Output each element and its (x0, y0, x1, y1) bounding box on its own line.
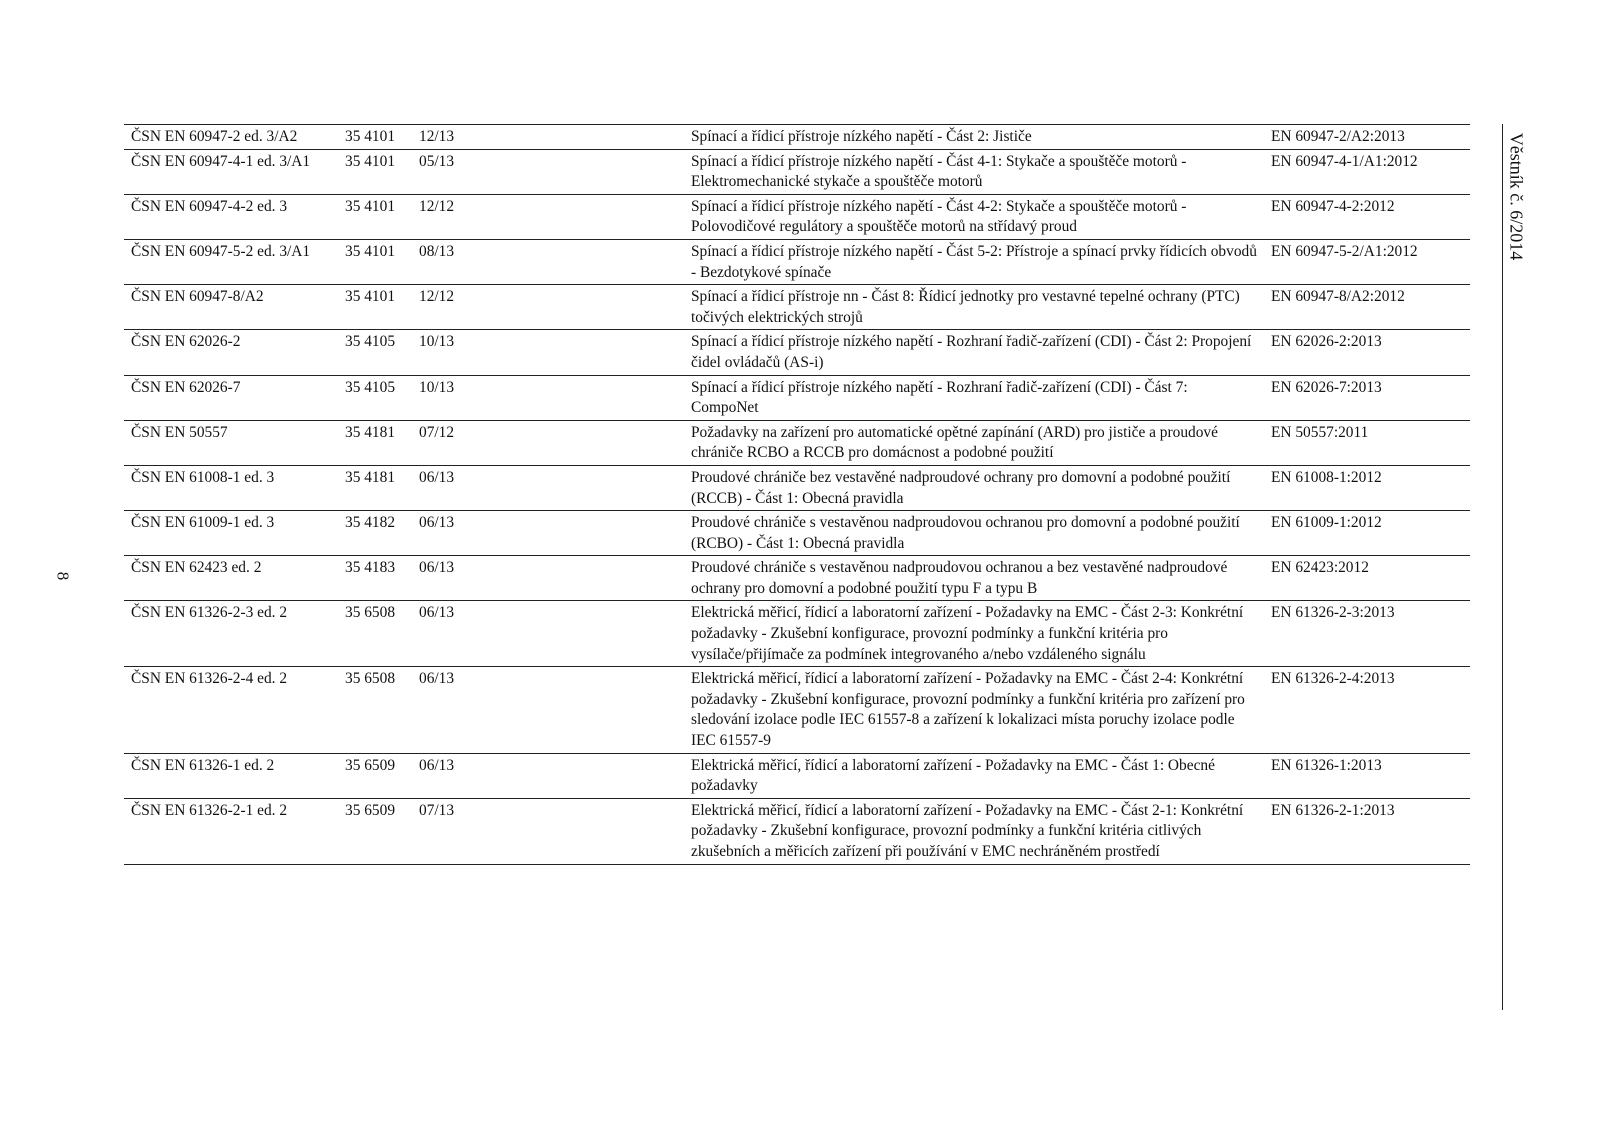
standard-title: Spínací a řídicí přístroje nízkého napětí - Rozhraní řadič-zařízení (CDI) - Část 7: CompoNet (684, 375, 1264, 420)
standard-designation: ČSN EN 60947-4-2 ed. 3 (124, 194, 338, 239)
european-standard-ref: EN 61009-1:2012 (1264, 511, 1470, 556)
classification-mark: 35 4105 (338, 330, 412, 375)
standard-title: Spínací a řídicí přístroje nízkého napětí - Část 2: Jističe (684, 125, 1264, 150)
issue-date: 08/13 (412, 239, 684, 284)
classification-mark: 35 4101 (338, 125, 412, 150)
classification-mark: 35 4101 (338, 194, 412, 239)
classification-mark: 35 6509 (338, 753, 412, 798)
table-row (124, 375, 1470, 420)
european-standard-ref: EN 61326-1:2013 (1264, 753, 1470, 798)
standard-title: Proudové chrániče s vestavěnou nadproudovou ochranou pro domovní a podobné použití (RCBO) - Část 1: Obecná pravidla (684, 511, 1264, 556)
table-row (124, 194, 1470, 239)
page-number: 8 (53, 571, 73, 581)
european-standard-ref: EN 62423:2012 (1264, 556, 1470, 601)
classification-mark: 35 4105 (338, 375, 412, 420)
standard-designation: ČSN EN 61326-2-1 ed. 2 (124, 798, 338, 864)
standard-designation: ČSN EN 61326-2-3 ed. 2 (124, 601, 338, 667)
issue-date: 12/12 (412, 194, 684, 239)
classification-mark: 35 4182 (338, 511, 412, 556)
standard-title: Elektrická měřicí, řídicí a laboratorní zařízení - Požadavky na EMC - Část 1: Obecné požadavky (684, 753, 1264, 798)
standard-designation: ČSN EN 62423 ed. 2 (124, 556, 338, 601)
european-standard-ref: EN 60947-8/A2:2012 (1264, 285, 1470, 330)
standard-title: Elektrická měřicí, řídicí a laboratorní zařízení - Požadavky na EMC - Část 2-1: Konkrétní požadavky - Zkušební konfigurace, provozní podmínky a funkční kritéria citlivých zkušebních a měřicích zařízení při používání v EMC nechráněném prostředí (684, 798, 1264, 864)
european-standard-ref: EN 62026-2:2013 (1264, 330, 1470, 375)
classification-mark: 35 4101 (338, 239, 412, 284)
standard-title: Proudové chrániče s vestavěnou nadproudovou ochranou a bez vestavěné nadproudové ochrany pro domovní a podobné použití typu F a typu B (684, 556, 1264, 601)
european-standard-ref: EN 60947-5-2/A1:2012 (1264, 239, 1470, 284)
standard-title: Elektrická měřicí, řídicí a laboratorní zařízení - Požadavky na EMC - Část 2-4: Konkrétní požadavky - Zkušební konfigurace, provozní podmínky a funkční kritéria pro zařízení pro sledování izolace podle IEC 61557-8 a zařízení k lokalizaci místa poruchy izolace podle IEC 61557-9 (684, 667, 1264, 753)
issue-date: 07/12 (412, 420, 684, 465)
table-row (124, 667, 1470, 753)
table-row (124, 753, 1470, 798)
issue-date: 06/13 (412, 601, 684, 667)
table-row (124, 239, 1470, 284)
table-row (124, 285, 1470, 330)
table-row (124, 125, 1470, 150)
standard-designation: ČSN EN 62026-7 (124, 375, 338, 420)
issue-date: 06/13 (412, 667, 684, 753)
standard-designation: ČSN EN 62026-2 (124, 330, 338, 375)
standards-table (124, 124, 1470, 865)
issue-date: 06/13 (412, 465, 684, 510)
table-row (124, 149, 1470, 194)
standards-table-body (124, 125, 1470, 865)
classification-mark: 35 4101 (338, 285, 412, 330)
standard-title: Spínací a řídicí přístroje nízkého napětí - Část 5-2: Přístroje a spínací prvky řídicích obvodů - Bezdotykové spínače (684, 239, 1264, 284)
classification-mark: 35 6509 (338, 798, 412, 864)
issue-date: 07/13 (412, 798, 684, 864)
classification-mark: 35 4181 (338, 420, 412, 465)
european-standard-ref: EN 61326-2-4:2013 (1264, 667, 1470, 753)
standard-designation: ČSN EN 61008-1 ed. 3 (124, 465, 338, 510)
standard-designation: ČSN EN 50557 (124, 420, 338, 465)
european-standard-ref: EN 62026-7:2013 (1264, 375, 1470, 420)
european-standard-ref: EN 61008-1:2012 (1264, 465, 1470, 510)
european-standard-ref: EN 60947-2/A2:2013 (1264, 125, 1470, 150)
table-row (124, 601, 1470, 667)
standard-designation: ČSN EN 60947-8/A2 (124, 285, 338, 330)
issue-date: 06/13 (412, 511, 684, 556)
issue-date: 06/13 (412, 753, 684, 798)
standard-title: Elektrická měřicí, řídicí a laboratorní zařízení - Požadavky na EMC - Část 2-3: Konkrétní požadavky - Zkušební konfigurace, provozní podmínky a funkční kritéria pro vysílače/přijímače za podmínek integrovaného a/nebo vzdáleného signálu (684, 601, 1264, 667)
standard-title: Proudové chrániče bez vestavěné nadproudové ochrany pro domovní a podobné použití (RCCB) - Část 1: Obecná pravidla (684, 465, 1264, 510)
table-row (124, 511, 1470, 556)
table-row (124, 465, 1470, 510)
european-standard-ref: EN 61326-2-3:2013 (1264, 601, 1470, 667)
journal-header: Věstník č. 6/2014 (1506, 132, 1527, 261)
right-margin-rule (1502, 124, 1503, 1010)
standard-designation: ČSN EN 60947-4-1 ed. 3/A1 (124, 149, 338, 194)
standard-designation: ČSN EN 60947-5-2 ed. 3/A1 (124, 239, 338, 284)
issue-date: 06/13 (412, 556, 684, 601)
standard-designation: ČSN EN 61326-1 ed. 2 (124, 753, 338, 798)
european-standard-ref: EN 60947-4-2:2012 (1264, 194, 1470, 239)
classification-mark: 35 4181 (338, 465, 412, 510)
issue-date: 10/13 (412, 330, 684, 375)
table-row (124, 330, 1470, 375)
standard-title: Spínací a řídicí přístroje nn - Část 8: Řídicí jednotky pro vestavné tepelné ochrany (PTC) točivých elektrických strojů (684, 285, 1264, 330)
standard-designation: ČSN EN 61009-1 ed. 3 (124, 511, 338, 556)
classification-mark: 35 6508 (338, 601, 412, 667)
classification-mark: 35 4183 (338, 556, 412, 601)
classification-mark: 35 6508 (338, 667, 412, 753)
table-row (124, 420, 1470, 465)
standard-title: Spínací a řídicí přístroje nízkého napětí - Rozhraní řadič-zařízení (CDI) - Část 2: Propojení čidel ovládačů (AS-i) (684, 330, 1264, 375)
issue-date: 12/12 (412, 285, 684, 330)
european-standard-ref: EN 60947-4-1/A1:2012 (1264, 149, 1470, 194)
issue-date: 12/13 (412, 125, 684, 150)
standard-title: Spínací a řídicí přístroje nízkého napětí - Část 4-2: Stykače a spouštěče motorů - Polovodičové regulátory a spouštěče motorů na střídavý proud (684, 194, 1264, 239)
european-standard-ref: EN 50557:2011 (1264, 420, 1470, 465)
standard-designation: ČSN EN 61326-2-4 ed. 2 (124, 667, 338, 753)
issue-date: 05/13 (412, 149, 684, 194)
standard-designation: ČSN EN 60947-2 ed. 3/A2 (124, 125, 338, 150)
european-standard-ref: EN 61326-2-1:2013 (1264, 798, 1470, 864)
table-row (124, 798, 1470, 864)
standard-title: Požadavky na zařízení pro automatické opětné zapínání (ARD) pro jističe a proudové chrániče RCBO a RCCB pro domácnost a podobné použití (684, 420, 1264, 465)
table-row (124, 556, 1470, 601)
standard-title: Spínací a řídicí přístroje nízkého napětí - Část 4-1: Stykače a spouštěče motorů - Elektromechanické stykače a spouštěče motorů (684, 149, 1264, 194)
classification-mark: 35 4101 (338, 149, 412, 194)
issue-date: 10/13 (412, 375, 684, 420)
